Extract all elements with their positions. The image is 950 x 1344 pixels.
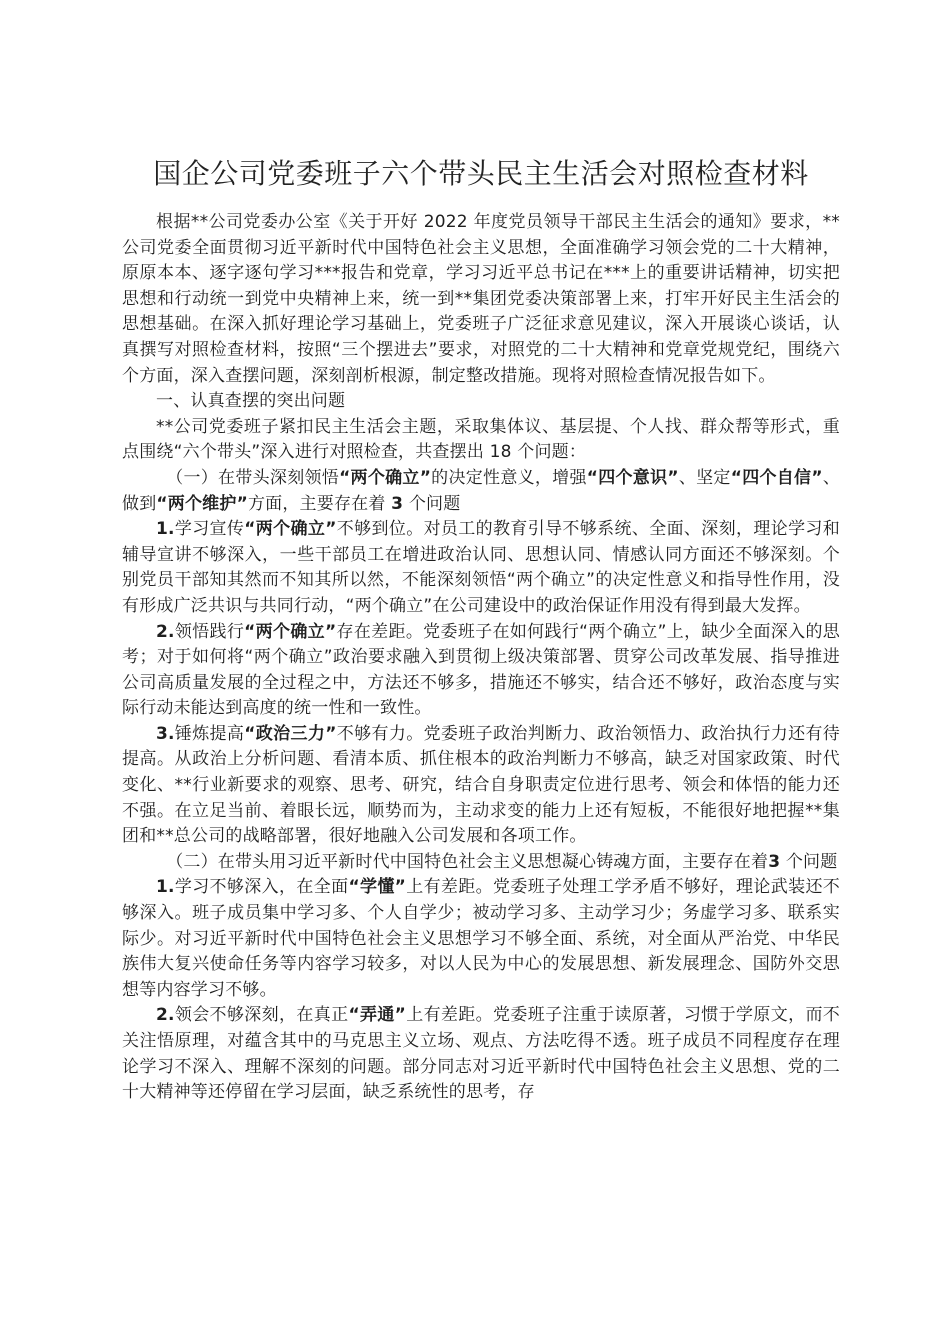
problem-item-2-1: 1.学习不够深入，在全面“学懂”上有差距。党委班子处理工学矛盾不够好，理论武装还不够深入。班子成员集中学习多、个人自学少；被动学习多、主动学习少；务虚学习多、联系实际少。对习近平新时代中国特色社会主义思想学习不够全面、系统，对全面从严治党、中华民族伟大复兴使命任务等内容学习较多，对以人民为中心的发展思想、新发展理念、国防外交思想等内容学习不够。 bbox=[122, 877, 841, 1000]
document-page bbox=[122, 146, 840, 1106]
problem-item-2-2: 2.领会不够深刻，在真正“弄通”上有差距。党委班子注重于读原著，习惯于学原文，而不关注悟原理，对蕴含其中的马克思主义立场、观点、方法吃得不透。班子成员不同程度存在理论学习不深入、理解不深刻的问题。部分同志对习近平新时代中国特色社会主义思想、党的二十大精神等还停留在学习层面，缺乏系统性的思考，存 bbox=[122, 1005, 841, 1103]
problem-item-1-3: 3.锤炼提高“政治三力”不够有力。党委班子政治判断力、政治领悟力、政治执行力还有待提高。从政治上分析问题、看清本质、抓住根本的政治判断力不够高，缺乏对国家政策、时代变化、**行业新要求的观察、思考、研究，结合自身职责定位进行思考、领会和体悟的能力还不强。在立足当前、着眼长远，顺势而为，主动求变的能力上还有短板，不能很好地把握**集团和**总公司的战略部署，很好地融入公司发展和各项工作。 bbox=[122, 723, 840, 847]
section-1-intro: **公司党委班子紧扣民主生活会主题，采取集体议、基层提、个人找、群众帮等形式，重点围绕“六个带头”深入进行对照检查，共查摆出 18 个问题： bbox=[122, 416, 840, 463]
intro-paragraph: 根据**公司党委办公室《关于开好 2022 年度党员领导干部民主生活会的通知》要求，**公司党委全面贯彻习近平新时代中国特色社会主义思想，全面准确学习领会党的二十大精神，原原本本、逐字逐句学习***报告和党章，学习习近平总书记在***上的重要讲话精神，切实把思想和行动统一到党中央精神上来，统一到**集团党委决策部署上来，打牢开好民主生活会的思想基础。在深入抓好理论学习基础上，党委班子广泛征求意见建议，深入开展谈心谈话，认真撰写对照检查材料，按照“三个摆进去”要求，对照党的二十大精神和党章党规党纪，围绕六个方面，深入查摆问题，深刻剖析根源，制定整改措施。现将对照检查情况报告如下。 bbox=[122, 212, 840, 386]
subsection-heading-1: （一）在带头深刻领悟“两个确立”的决定性意义，增强“四个意识”、坚定“四个自信”、做到“两个维护”方面，主要存在着 3 个问题 bbox=[122, 467, 841, 514]
subsection-heading-2: （二）在带头用习近平新时代中国特色社会主义思想凝心铸魂方面，主要存在着3 个问题 bbox=[166, 851, 838, 872]
section-heading-1: 一、认真查摆的突出问题 bbox=[156, 391, 346, 412]
document-title: 国企公司党委班子六个带头民主生活会对照检查材料 bbox=[153, 157, 809, 190]
problem-item-1-1: 1.学习宣传“两个确立”不够到位。对员工的教育引导不够系统、全面、深刻，理论学习和辅导宣讲不够深入，一些干部员工在增进政治认同、思想认同、情感认同方面还不够深刻。个别党员干部知其然而不知其所以然，不能深刻领悟“两个确立”的决定性意义和指导性作用，没有形成广泛共识与共同行动，“两个确立”在公司建设中的政治保证作用没有得到最大发挥。 bbox=[122, 519, 840, 616]
problem-item-1-2: 2.领悟践行“两个确立”存在差距。党委班子在如何践行“两个确立”上，缺少全面深入的思考；对于如何将“两个确立”政治要求融入到贯彻上级决策部署、贯穿公司改革发展、指导推进公司高质量发展的全过程之中，方法还不够多，措施还不够实，结合还不够好，政治态度与实际行动未能达到高度的统一性和一致性。 bbox=[122, 621, 840, 719]
